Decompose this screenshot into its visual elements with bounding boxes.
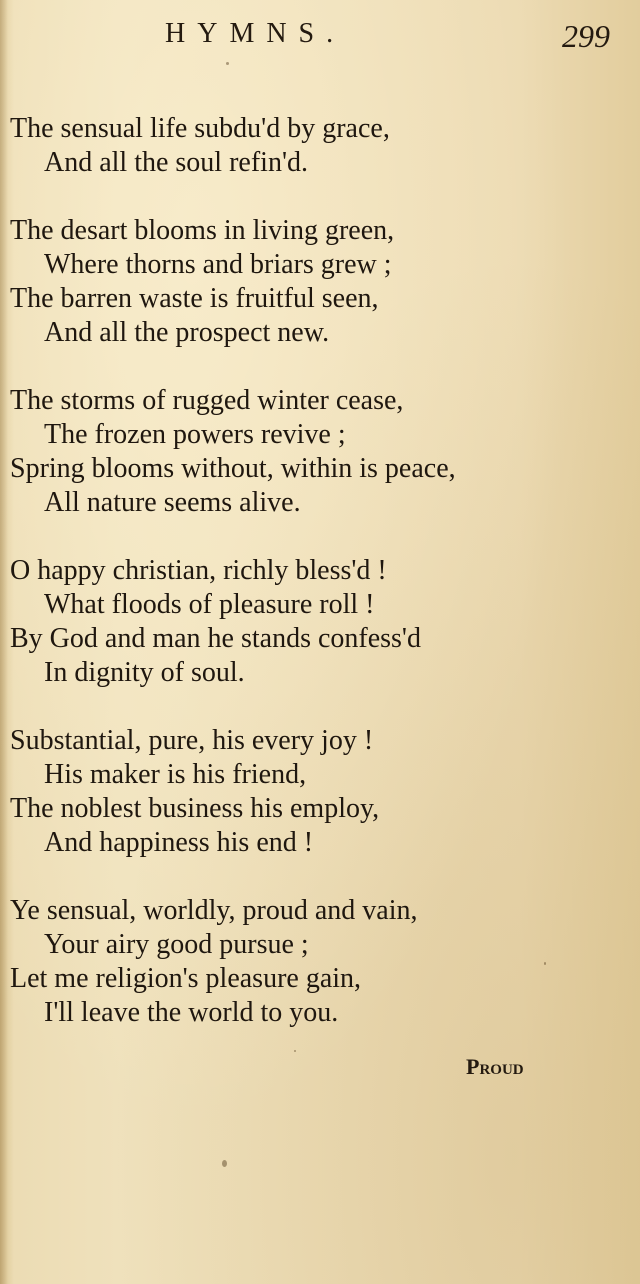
verse-line: And all the prospect new. <box>44 317 330 348</box>
catchword: Proud <box>466 1054 524 1079</box>
stanza-4 <box>10 554 630 690</box>
stanza-3 <box>10 384 630 520</box>
stanza-1 <box>10 112 630 180</box>
verse-line: I'll leave the world to you. <box>44 997 339 1028</box>
verse-line: The frozen powers revive ; <box>44 419 346 450</box>
stanza-5 <box>10 724 630 860</box>
verse-line: Your airy good pursue ; <box>44 929 309 960</box>
verse-line: The barren waste is fruitful seen, <box>10 283 379 314</box>
verse-line: And all the soul refin'd. <box>44 147 308 178</box>
hymn-verses <box>10 112 630 1064</box>
verse-line: And happiness his end ! <box>44 827 314 858</box>
verse-line: Let me religion's pleasure gain, <box>10 963 362 994</box>
verse-line: The desart blooms in living green, <box>10 215 395 246</box>
verse-line: The sensual life subdu'd by grace, <box>10 113 390 144</box>
verse-line: The storms of rugged winter cease, <box>10 385 404 416</box>
page-gutter-shadow <box>0 0 8 1284</box>
verse-line: In dignity of soul. <box>44 657 245 688</box>
verse-line: His maker is his friend, <box>44 759 307 790</box>
paper-speck <box>294 1050 296 1052</box>
verse-line: All nature seems alive. <box>44 487 301 518</box>
verse-line: What floods of pleasure roll ! <box>44 589 375 620</box>
verse-line: Substantial, pure, his every joy ! <box>10 725 374 756</box>
verse-line: The noblest business his employ, <box>10 793 380 824</box>
stanza-6 <box>10 894 630 1030</box>
verse-line: By God and man he stands confess'd <box>10 623 421 654</box>
paper-speck <box>544 962 546 965</box>
verse-line: Spring blooms without, within is peace, <box>10 453 456 484</box>
paper-speck <box>222 1160 227 1167</box>
verse-line: Ye sensual, worldly, proud and vain, <box>10 895 418 926</box>
running-head: HYMNS. <box>165 18 346 49</box>
stanza-2 <box>10 214 630 350</box>
verse-line: Where thorns and briars grew ; <box>44 249 392 280</box>
paper-speck <box>226 62 229 65</box>
page-number: 299 <box>562 18 610 54</box>
verse-line: O happy christian, richly bless'd ! <box>10 555 387 586</box>
